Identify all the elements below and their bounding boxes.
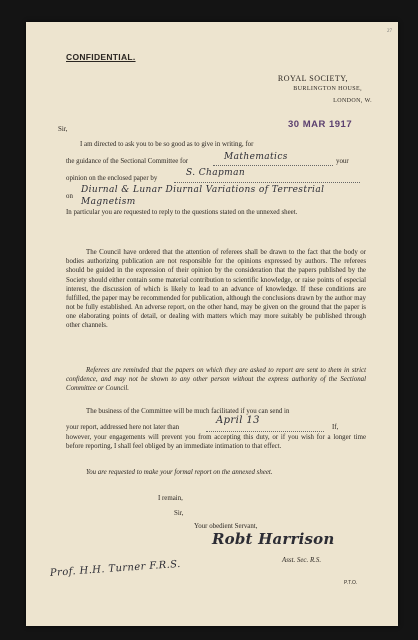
- addressee-handwritten: Prof. H.H. Turner F.R.S.: [49, 558, 182, 579]
- business-line-3: however, your engagements will prevent you from accepting this duty, or if you wish for a longer time before reporting, I shall feel obliged by an immediate intimation to that effect.: [66, 434, 366, 451]
- business-line-1: The business of the Committee will be much facilitated if you can send in: [86, 408, 290, 415]
- committee-handwritten: Mathematics: [224, 152, 288, 162]
- formal-report-request: You are requested to make your formal report on the annexed sheet.: [86, 469, 273, 476]
- request-line-2-suffix: your: [336, 158, 349, 165]
- pto-note: P.T.O.: [344, 580, 358, 586]
- deadline-fill-line: [206, 431, 324, 432]
- request-line-4-prefix: on: [66, 193, 73, 200]
- committee-fill-line: [213, 165, 333, 166]
- street-address: BURLINGTON HOUSE,: [293, 86, 362, 92]
- request-line-2-prefix: the guidance of the Sectional Committee for: [66, 158, 189, 165]
- request-line-3-prefix: opinion on the enclosed paper by: [66, 175, 158, 182]
- confidential-heading: CONFIDENTIAL.: [66, 52, 136, 62]
- author-fill-line: [174, 182, 360, 183]
- business-line-2-suffix: If,: [332, 424, 339, 431]
- signature: Robt Harrison: [212, 530, 335, 548]
- city-address: LONDON, W.: [333, 98, 372, 104]
- deadline-handwritten: April 13: [216, 415, 260, 426]
- paper-title-handwritten-1: Diurnal & Lunar Diurnal Variations of Terrestrial: [81, 185, 325, 195]
- request-line-5: In particular you are requested to reply to the questions stated on the unnexed sheet.: [66, 209, 298, 216]
- closing-sir: Sir,: [174, 510, 184, 517]
- council-paragraph: The Council have ordered that the attention of referees shall be drawn to the fact that the body or bodies authorizing publication are not responsible for the opinions expressed by authors. The referees should be guided in the expression of their opinion by the consideration that the papers published by the Society should either contain some material contribution to scientific knowledge, or raise points of especial interest, the discussion of which is likely to lead to an advance of knowledge. If these conditions are fulfilled, the paper may be recommended for publication, although the conclusions drawn by the author may not be fully established. An adverse report, on the other hand, may be given on the ground that the paper is one elaborating points of detail, or dealing with matters which may more suitably be published through other channels.: [66, 249, 366, 330]
- society-name: ROYAL SOCIETY,: [277, 74, 348, 83]
- salutation: Sir,: [58, 126, 68, 133]
- author-handwritten: S. Chapman: [186, 168, 246, 178]
- closing-remain: I remain,: [158, 495, 183, 502]
- closing-servant: Your obedient Servant,: [194, 523, 258, 530]
- page-number: 27: [387, 29, 392, 34]
- letter-sheet: [26, 22, 398, 626]
- business-line-2-prefix: your report, addressed here not later than: [66, 424, 180, 431]
- paper-title-handwritten-2: Magnetism: [81, 197, 136, 207]
- request-line-1: I am directed to ask you to be so good as to give in writing, for: [80, 141, 254, 148]
- signatory-title: Asst. Sec. R.S.: [282, 557, 322, 564]
- referees-reminder: Referees are reminded that the papers on which they are asked to report are sent to them in strict confidence, and may not be shown to any other person without the express authority of the Sectional Committee or Council.: [66, 367, 366, 393]
- date-stamp: 30 MAR 1917: [288, 119, 353, 130]
